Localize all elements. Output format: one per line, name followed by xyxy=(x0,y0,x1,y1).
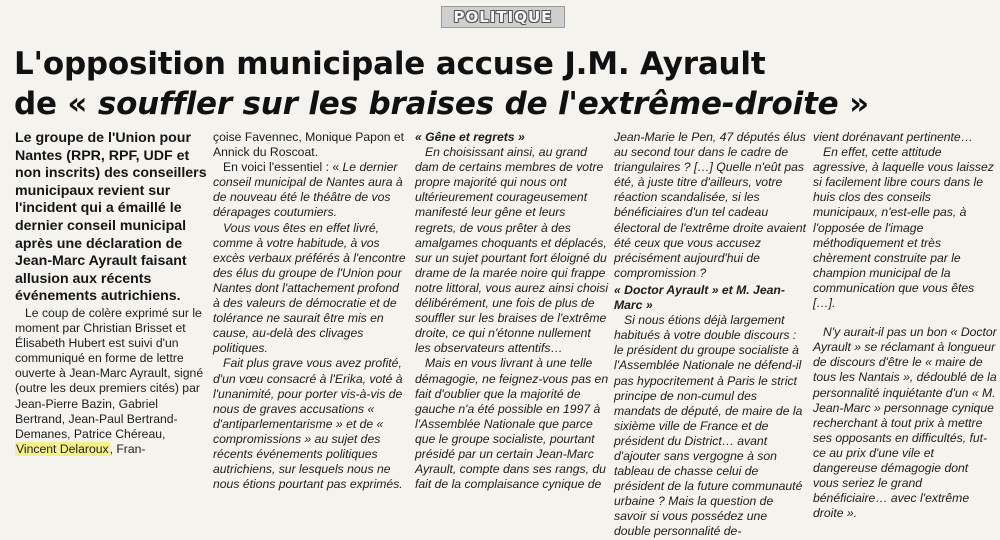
section-label: POLITIQUE xyxy=(441,6,565,28)
paragraph-text: Le coup de colère exprimé sur le moment par Christian Brisset et Élisabeth Hubert est suivi d'un communiqué en forme de lettre ouverte à Jean-Marc Ayrault, signé (outre les deux premiers cités) par Jean-Pierre Bazin, Gabriel Bertrand, Jean-Paul Bertrand-Demanes, Patrice Chéreau, xyxy=(15,305,204,441)
quoted-text: En choisissant ainsi, au grand dam de certains membres de votre propre majorité qui nous ont ultérieurement courageusement manifesté leur gêne et leurs regrets, de vous prêter à des amalgames choquants et déplacés, sur un sujet pourtant fort éloigné du drame de la marée noire qui frappe notre littoral, vous aurez ainsi choisi délibérément, une fois de plus de souffler sur les braises de l'extrême droite, ce qui n'étonne nullement les observateurs attentifs… xyxy=(415,145,609,356)
paragraph: çoise Favennec, Monique Papon et Annick du Roscoat. xyxy=(213,130,405,160)
article-column-2 xyxy=(213,130,409,492)
article-column-5 xyxy=(813,130,997,521)
quoted-text: N'y aurait-il pas un bon « Doctor Ayrault » se réclamant à longueur de discours d'être le « maire de tous les Nantais », dédoublé de la personnalité inquiétante d'un « M. Jean-Marc » personnage cynique recherchant à tout prix à mettre ses opposants en difficultés, fut-ce au prix d'une vile et dangereuse démagogie dont vous seriez le grand bénéficiaire… avec l'extrême droite ». xyxy=(813,325,997,521)
paragraph xyxy=(15,306,207,457)
paragraph xyxy=(213,356,409,492)
article-column-4 xyxy=(614,130,807,539)
headline-suffix: » xyxy=(838,86,869,122)
headline-line-2 xyxy=(14,84,989,124)
headline-quote: souffler sur les braises de l'extrême-droite xyxy=(97,86,839,122)
quoted-text: En effet, cette attitude agressive, à laquelle vous laissez si facilement libre cours dans le huis clos des conseils municipaux, n'est-elle pas, à l'opposée de l'image méthodiquement et très chèrement construite par le champion municipal de la communication que vous êtes […]. xyxy=(813,145,994,311)
article-headline xyxy=(14,44,989,124)
article-lead: Le groupe de l'Union pour Nantes (RPR, RPF, UDF et non inscrits) des conseillers municipaux revient sur l'incident qui a émaillé le dernier conseil municipal après une déclaration de Jean-Marc Ayrault faisant allusion aux récents événements autrichiens. xyxy=(15,130,207,305)
subheading: « Doctor Ayrault » et M. Jean-Marc » xyxy=(614,282,785,313)
quoted-text: Si nous étions déjà largement habitués à votre double discours : le président du groupe socialiste à l'Assemblée Nationale ne défend-il pas hypocritement à Paris le strict principe de non-cumul des mandats de député, de maire de la sixième ville de France et de président du District… avant d'ajouter sans vergogne à son tableau de chasse celui de président de la future communauté urbaine ? Mais la question de savoir si vous possédez une double personnalité de- xyxy=(614,313,803,539)
paragraph xyxy=(213,221,409,357)
quoted-text: vient dorénavant pertinente… xyxy=(813,130,973,144)
paragraph xyxy=(213,160,409,220)
paragraph xyxy=(415,145,609,356)
paragraph xyxy=(813,145,997,311)
quoted-text: Le dernier conseil municipal de Nantes aura à de nouveau été le théâtre de vos dérapages coutumiers. xyxy=(213,160,403,220)
paragraph xyxy=(614,130,806,281)
article-column-3 xyxy=(415,130,609,492)
paragraph xyxy=(415,356,609,492)
paragraph xyxy=(813,325,997,521)
paragraph-text: En voici l'essentiel : « xyxy=(223,160,343,175)
quoted-text: Jean-Marie le Pen, 47 députés élus au second tour dans le cadre de triangulaires ? […] Quelle n'eût pas été, à juste titre d'ailleurs, votre réaction scandalisée, si les bénéficiaires d'un tel cadeau électoral de l'extrême droite avaient été ceux que vous accusez précisément aujourd'hui de compromission ? xyxy=(614,130,807,280)
paragraph-text: , Fran- xyxy=(109,441,146,456)
paragraph xyxy=(813,130,997,145)
quoted-text: Fait plus grave vous avez profité, d'un vœu consacré à l'Erika, voté à l'unanimité, pour porter vis-à-vis de nous de graves accusations « d'antiparlementarisme » et de « compromissions » au sujet des récents événements politiques autrichiens, sur lesquels nous ne nous étions pourtant pas exprimés. xyxy=(213,356,403,492)
paragraph xyxy=(614,313,806,539)
subheading: « Gêne et regrets » xyxy=(415,130,525,144)
article-column-1 xyxy=(15,130,207,480)
quoted-text: Vous vous êtes en effet livré, comme à votre habitude, à vos excès verbaux préférés à l'encontre des élus du groupe de l'Union pour Nantes dont l'attachement profond à des valeurs de démocratie et de tolérance ne saurait être mis en cause, au-delà des clivages politiques. xyxy=(213,220,406,356)
headline-prefix: de « xyxy=(14,86,98,122)
headline-line-1: L'opposition municipale accuse J.M. Ayrault xyxy=(14,46,766,82)
quoted-text: Mais en vous livrant à une telle démagogie, ne feignez-vous pas en fait d'oublier que la majorité de gauche n'a été possible en 1997 à l'Assemblée Nationale que parce que le groupe socialiste, pourtant présidé par un certain Jean-Marc Ayrault, compte dans ses rangs, du fait de la complaisance cynique de xyxy=(415,356,609,492)
highlighted-name: Vincent Delaroux xyxy=(16,441,109,456)
